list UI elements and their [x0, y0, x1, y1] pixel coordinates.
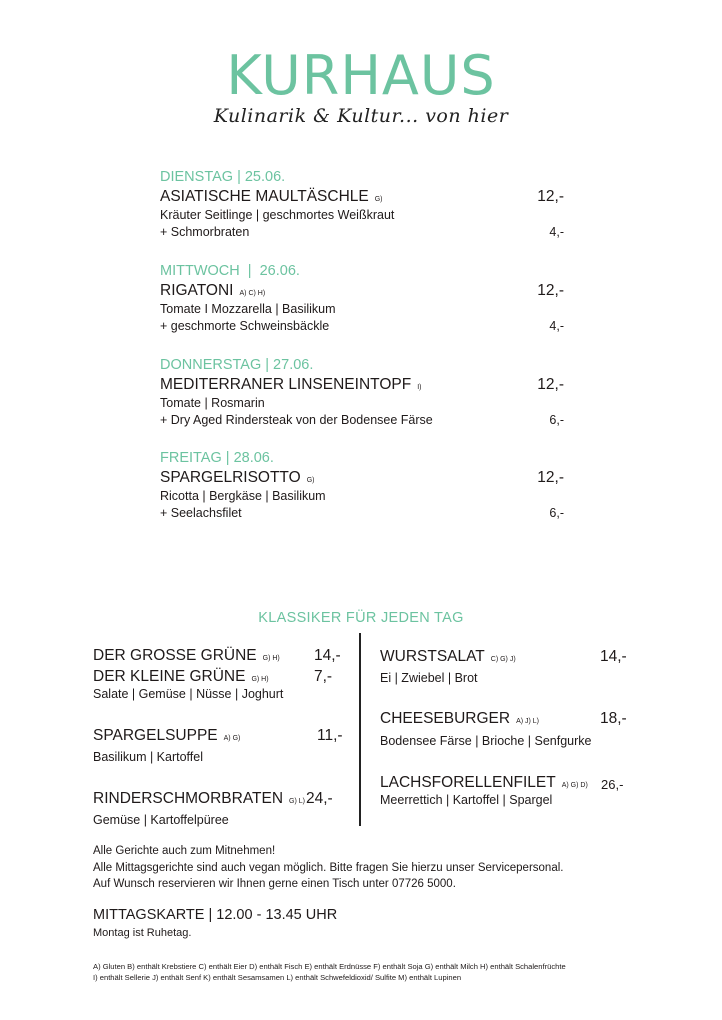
- day-heading: DIENSTAG | 25.06.: [160, 169, 286, 185]
- side-dish: + geschmorte Schweinsbäckle: [160, 319, 330, 333]
- side-price: 4,-: [549, 225, 564, 239]
- klassiker-item-description: Basilikum | Kartoffel: [93, 750, 204, 764]
- section-heading-klassiker: KLASSIKER FÜR JEDEN TAG: [258, 610, 464, 626]
- klassiker-item-description: Bodensee Färse | Brioche | Senfgurke: [380, 734, 592, 748]
- klassiker-item-price: 14,-: [314, 647, 341, 664]
- dish-name: RIGATONI: [160, 282, 234, 299]
- side-price: 4,-: [549, 319, 564, 333]
- dish-price: 12,-: [537, 188, 564, 205]
- side-price: 6,-: [549, 413, 564, 427]
- allergen-legend: [93, 961, 566, 983]
- lunch-hours-title: MITTAGSKARTE | 12.00 - 13.45 UHR: [93, 907, 338, 923]
- dish-price: 12,-: [537, 376, 564, 393]
- closed-day-note: Montag ist Ruhetag.: [93, 927, 192, 939]
- note-line: Alle Mittagsgerichte sind auch vegan möglich. Bitte fragen Sie hierzu unser Servicepersonal.: [93, 861, 564, 874]
- klassiker-item-price: 18,-: [600, 710, 627, 727]
- dish-price: 12,-: [537, 469, 564, 486]
- dish-description: Tomate | Rosmarin: [160, 396, 265, 410]
- side-dish: + Schmorbraten: [160, 225, 250, 239]
- allergen-codes: I): [417, 384, 422, 391]
- klassiker-item-description: Salate | Gemüse | Nüsse | Joghurt: [93, 687, 284, 701]
- column-divider: [359, 633, 361, 826]
- note-line: Alle Gerichte auch zum Mitnehmen!: [93, 845, 276, 857]
- klassiker-item-price: 7,-: [314, 668, 333, 685]
- dish-description: Kräuter Seitlinge | geschmortes Weißkraut: [160, 208, 395, 222]
- logo: KURHAUS: [226, 44, 496, 107]
- allergen-legend-line: A) Gluten B) enthält Krebstiere C) enthält Eier D) enthält Fisch E) enthält Erdnüsse F) enthält Soja G) enthält Milch H) enthält Schalenfrüchte: [93, 962, 566, 971]
- dish-description: Tomate I Mozzarella | Basilikum: [160, 302, 336, 316]
- klassiker-item-name: CHEESEBURGER A) J) L): [380, 710, 540, 727]
- tagline: Kulinarik & Kultur... von hier: [213, 105, 509, 127]
- klassiker-item-price: 14,-: [600, 648, 627, 665]
- allergen-legend-line: I) enthält Sellerie J) enthält Senf K) enthält Sesamsamen L) enthält Schwefeldioxid/ Sulfite M) enthält Lupinen: [93, 973, 462, 982]
- dish-name: ASIATISCHE MAULTÄSCHLE: [160, 188, 369, 205]
- klassiker-item-price: 26,-: [601, 777, 624, 792]
- klassiker-item-name: DER GROSSE GRÜNE G) H): [93, 647, 280, 664]
- day-block-freitag: [160, 449, 564, 522]
- klassiker-item-name: SPARGELSUPPE A) G): [93, 727, 241, 744]
- dish-name: SPARGELRISOTTO: [160, 469, 301, 486]
- klassiker-item-name: WURSTSALAT C) G) J): [380, 648, 516, 665]
- side-dish: + Dry Aged Rindersteak von der Bodensee Färse: [160, 413, 433, 427]
- side-dish: + Seelachsfilet: [160, 506, 242, 520]
- klassiker-item-description: Gemüse | Kartoffelpüree: [93, 813, 229, 827]
- klassiker-item-description: Meerrettich | Kartoffel | Spargel: [380, 793, 553, 807]
- klassiker-item-name: RINDERSCHMORBRATEN G) L): [93, 790, 305, 807]
- day-block-donnerstag: [160, 356, 564, 429]
- allergen-codes: G): [374, 196, 383, 203]
- day-heading: FREITAG | 28.06.: [160, 450, 274, 466]
- klassiker-item-name: DER KLEINE GRÜNE G) H): [93, 668, 269, 685]
- allergen-codes: A) C) H): [239, 290, 266, 297]
- day-block-dienstag: [160, 168, 564, 241]
- day-heading: DONNERSTAG | 27.06.: [160, 357, 314, 373]
- klassiker-item-price: 11,-: [317, 727, 343, 744]
- side-price: 6,-: [549, 506, 564, 520]
- note-line: Auf Wunsch reservieren wir Ihnen gerne einen Tisch unter 07726 5000.: [93, 878, 456, 890]
- dish-price: 12,-: [537, 282, 564, 299]
- day-block-mittwoch: [160, 262, 564, 335]
- day-heading: MITTWOCH | 26.06.: [160, 263, 300, 279]
- dish-description: Ricotta | Bergkäse | Basilikum: [160, 489, 326, 503]
- dish-name: MEDITERRANER LINSENEINTOPF: [160, 376, 412, 393]
- allergen-codes: G): [306, 477, 315, 484]
- notes: [93, 843, 563, 893]
- klassiker-item-price: 24,-: [306, 790, 333, 807]
- klassiker-item-name: LACHSFORELLENFILET A) G) D): [380, 774, 588, 791]
- klassiker-item-description: Ei | Zwiebel | Brot: [380, 671, 478, 685]
